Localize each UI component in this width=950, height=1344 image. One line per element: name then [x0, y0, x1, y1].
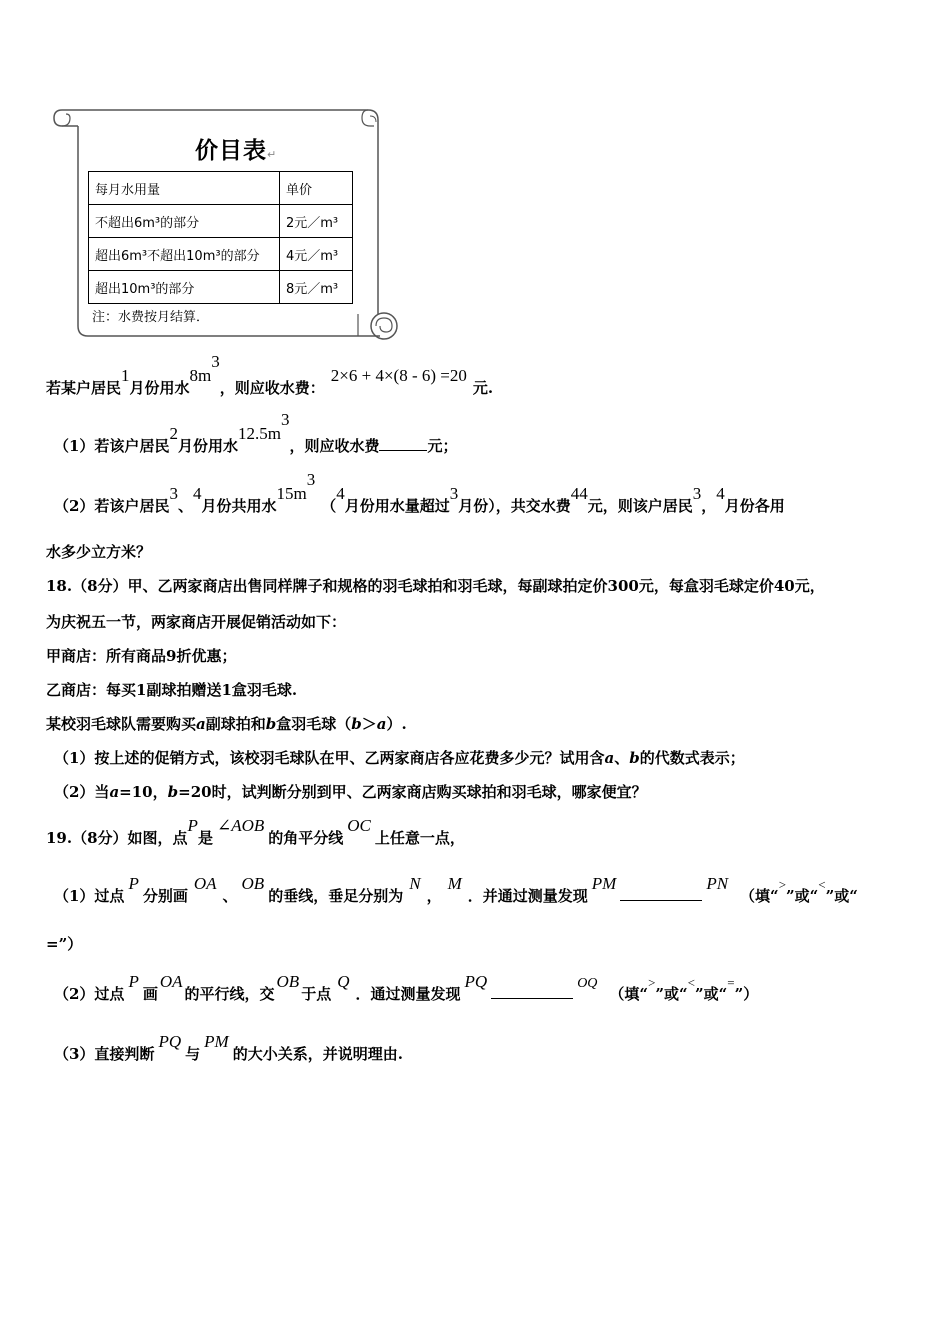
- q18-line1: 18.（8分）甲、乙两家商店出售同样牌子和规格的羽毛球拍和羽毛球，每副球拍定价300元，每盒羽毛球定价40元，: [46, 577, 825, 595]
- q17-part2: （2）若该户居民3、4月份共用水$15m^3(4$月份用水量超过3月份），共交水费44元，则该户居民3，4月份各用: [54, 470, 785, 515]
- q18-line5: 某校羽毛球队需要购买a副球拍和b盒羽毛球（b＞a）.: [46, 715, 407, 733]
- price-table-note: 注：水费按月结算．: [92, 310, 210, 325]
- table-cell: 每月水用量: [89, 172, 280, 205]
- q18-line3: 甲商店：所有商品9折优惠；: [46, 647, 237, 665]
- table-cell: 不超出6m³的部分: [89, 205, 280, 238]
- return-mark-icon: ↵: [267, 148, 278, 161]
- answer-blank[interactable]: [379, 450, 427, 451]
- price-table-title: 价目表↵: [195, 138, 278, 164]
- table-row: [89, 271, 353, 304]
- q18-part2: （2）当a=10，b=20时，试判断分别到甲、乙两家商店购买球拍和羽毛球，哪家便宜？: [54, 783, 647, 801]
- q18-line2: 为庆祝五一节，两家商店开展促销活动如下：: [46, 613, 347, 631]
- q18-part1: （1）按上述的促销方式，该校羽毛球队在甲、乙两家商店各应花费多少元？试用含a、b的代数式表示；: [54, 749, 745, 767]
- table-cell: 4元／m³: [280, 238, 353, 271]
- answer-blank[interactable]: [620, 900, 702, 901]
- q19-part1: （1）过点P分别画OA、OB的垂线，垂足分别为N，M．并通过测量发现PM PN（填“>”或“<”或“: [54, 874, 858, 905]
- q17-part2-cont: 水多少立方米？: [46, 543, 152, 561]
- table-cell: 单价: [280, 172, 353, 205]
- answer-blank[interactable]: [491, 998, 573, 999]
- q19-part2: （2）过点P画OA的平行线，交OB于点Q．通过测量发现PQ OQ（填“>”或“<”或“=”）: [54, 972, 759, 1003]
- q19-header: 19.（8分）如图，点P是∠AOB的角平分线OC上任意一点，: [46, 816, 465, 847]
- price-table: [88, 171, 353, 304]
- table-row: [89, 238, 353, 271]
- table-cell: 2元／m³: [280, 205, 353, 238]
- table-cell: 超出6m³不超出10m³的部分: [89, 238, 280, 271]
- q18-line4: 乙商店：每买1副球拍赠送1盒羽毛球.: [46, 681, 298, 699]
- table-cell: 8元／m³: [280, 271, 353, 304]
- table-row: [89, 205, 353, 238]
- table-cell: 超出10m³的部分: [89, 271, 280, 304]
- q17-part1: （1）若该户居民2月份用水$12.5m^3$，则应收水费 元；: [54, 410, 458, 455]
- example-line: 若某户居民1月份用水$8m^3$，则应收水费：2×6 + 4×(8 - 6) =20元.: [46, 352, 494, 397]
- table-row: [89, 172, 353, 205]
- q19-part1-cont: =”）: [46, 935, 83, 953]
- q19-part3: （3）直接判断PQ与PM的大小关系，并说明理由.: [54, 1032, 403, 1063]
